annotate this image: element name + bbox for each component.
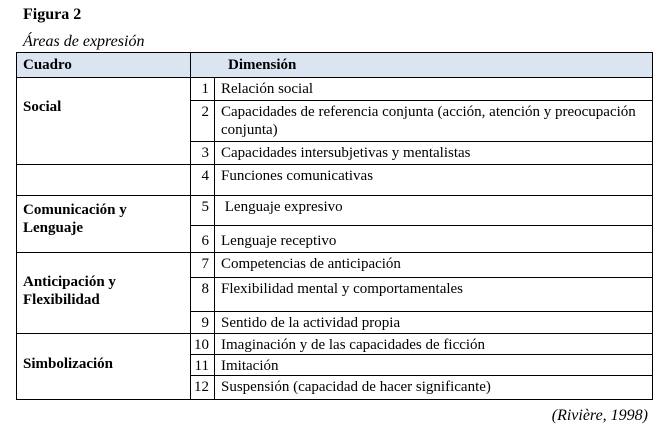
- row-dimension: Flexibilidad mental y comportamentales: [215, 278, 653, 312]
- figure-title: Áreas de expresión: [23, 33, 145, 50]
- row-number: 1: [191, 78, 215, 101]
- row-dimension: Lenguaje expresivo: [215, 196, 653, 226]
- row-dimension: Suspensión (capacidad de hacer significante): [215, 376, 653, 400]
- table-header-row: [17, 53, 653, 78]
- row-number: 9: [191, 312, 215, 334]
- group-comunicacion: [17, 196, 191, 253]
- row-dimension: Imaginación y de las capacidades de ficción: [215, 334, 653, 355]
- row-number: 11: [191, 355, 215, 376]
- table-row: [17, 78, 653, 101]
- row-dimension: Capacidades de referencia conjunta (acción, atención y preocupación conjunta): [215, 101, 653, 142]
- group-comunicacion-label-1: Comunicación y: [23, 202, 127, 218]
- group-simbolizacion: [17, 334, 191, 400]
- group-anticipacion-label-1: Anticipación y: [23, 274, 116, 290]
- row-number: 5: [191, 196, 215, 226]
- row-dimension: Capacidades intersubjetivas y mentalistas: [215, 142, 653, 165]
- row-number: 10: [191, 334, 215, 355]
- figure-label: Figura 2: [23, 6, 82, 23]
- table-row: [17, 196, 653, 226]
- row-dimension: Relación social: [215, 78, 653, 101]
- row-number: 12: [191, 376, 215, 400]
- row-number: 6: [191, 226, 215, 253]
- header-cuadro: Cuadro: [17, 53, 191, 78]
- group-social: [17, 78, 191, 165]
- table-row: [17, 253, 653, 278]
- table-row: [17, 165, 653, 196]
- row-dimension: Lenguaje receptivo: [215, 226, 653, 253]
- row-dimension: Sentido de la actividad propia: [215, 312, 653, 334]
- group-empty: [17, 165, 191, 196]
- table-row: [17, 334, 653, 355]
- row-number: 2: [191, 101, 215, 142]
- group-anticipacion-label-2: Flexibilidad: [23, 292, 100, 308]
- row-number: 8: [191, 278, 215, 312]
- group-comunicacion-label-2: Lenguaje: [23, 220, 83, 236]
- header-dimension: Dimensión: [191, 53, 653, 78]
- group-social-label: Social: [23, 99, 62, 115]
- group-anticipacion: [17, 253, 191, 334]
- row-number: 4: [191, 165, 215, 196]
- source-citation: (Rivière, 1998): [551, 407, 648, 424]
- row-number: 3: [191, 142, 215, 165]
- group-simbolizacion-label: Simbolización: [23, 356, 114, 372]
- row-dimension: Funciones comunicativas: [215, 165, 653, 196]
- row-dimension: Imitación: [215, 355, 653, 376]
- dimensions-table: [16, 52, 653, 400]
- row-dimension: Competencias de anticipación: [215, 253, 653, 278]
- row-number: 7: [191, 253, 215, 278]
